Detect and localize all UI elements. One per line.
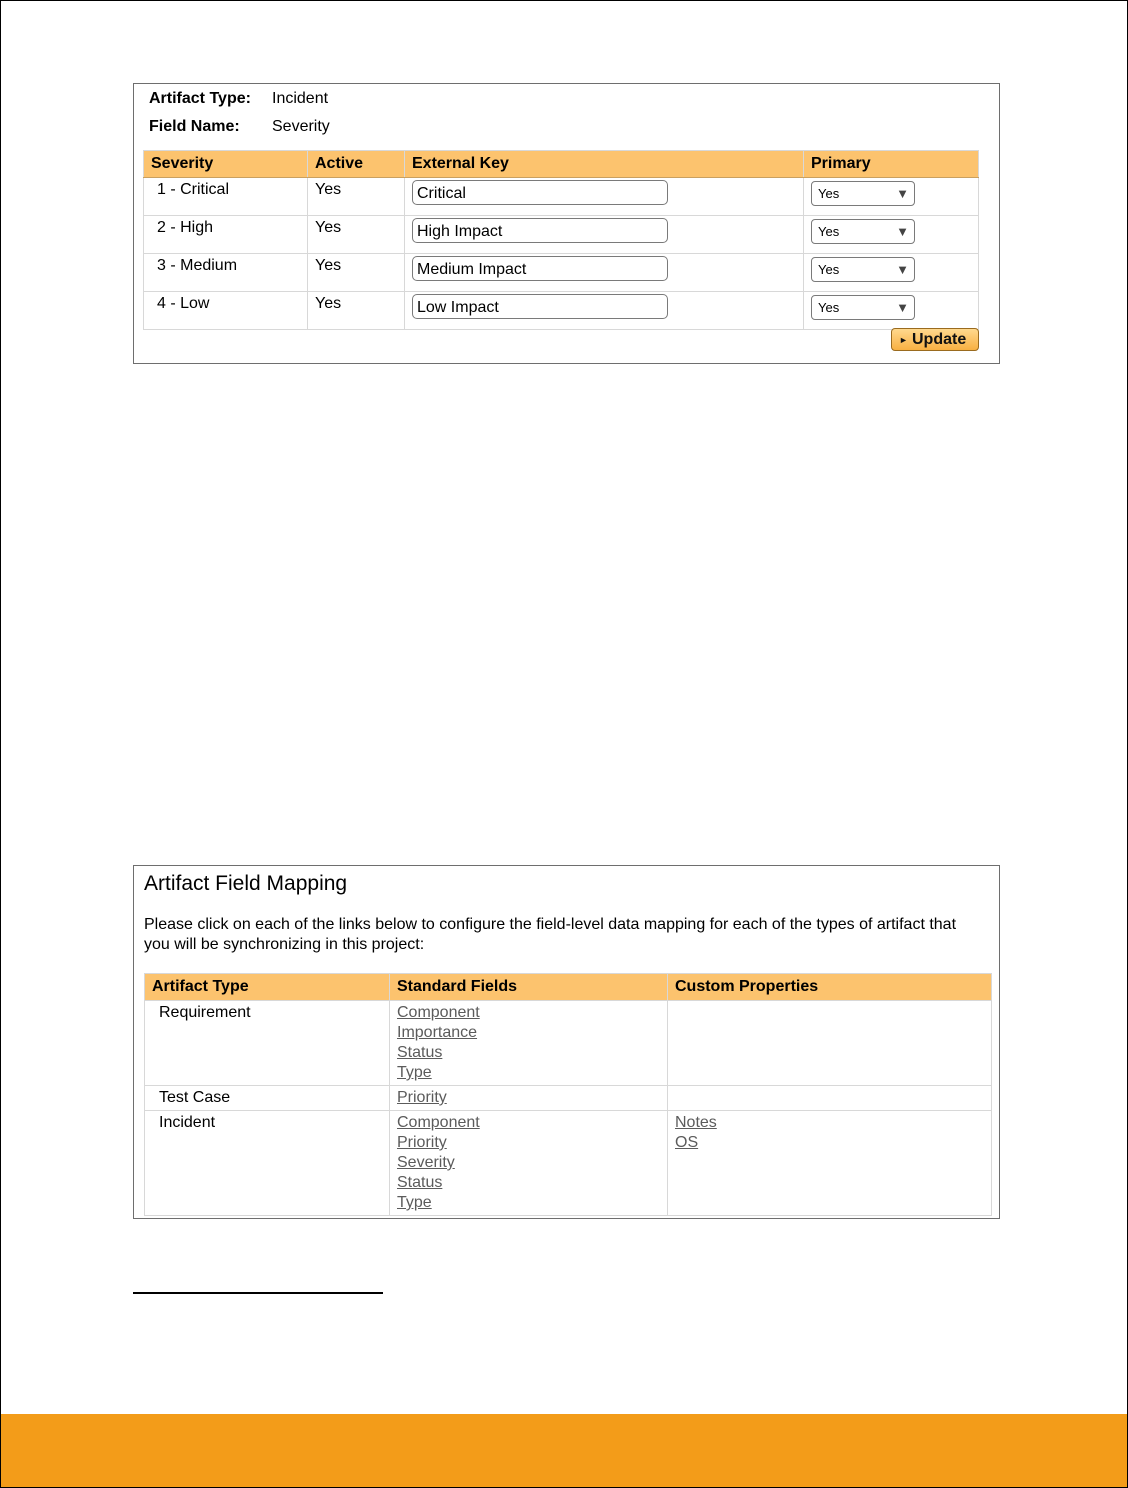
table-row bbox=[145, 1001, 992, 1086]
active-cell: Yes bbox=[308, 216, 405, 254]
external-key-cell bbox=[405, 216, 804, 254]
field-link[interactable]: Importance bbox=[397, 1024, 478, 1041]
artifact-field-mapping-panel bbox=[133, 865, 1000, 1219]
primary-select-value: Yes bbox=[818, 262, 840, 277]
field-name-value: Severity bbox=[272, 118, 330, 135]
table-row bbox=[144, 216, 979, 254]
field-link[interactable]: Severity bbox=[397, 1154, 455, 1171]
artifact-type-label: Artifact Type: bbox=[149, 90, 251, 107]
external-key-input[interactable]: High Impact bbox=[412, 218, 668, 243]
col-severity: Severity bbox=[144, 151, 308, 178]
standard-fields-cell bbox=[390, 1111, 668, 1216]
field-link[interactable]: Type bbox=[397, 1064, 432, 1081]
dropdown-arrow-icon: ▼ bbox=[896, 186, 909, 201]
table-row bbox=[144, 254, 979, 292]
dropdown-arrow-icon: ▼ bbox=[896, 262, 909, 277]
col-active: Active bbox=[308, 151, 405, 178]
external-key-cell bbox=[405, 292, 804, 330]
artifact-type-row bbox=[149, 90, 328, 108]
mapping-table bbox=[144, 973, 992, 1216]
custom-properties-cell bbox=[668, 1001, 992, 1086]
update-button-label: Update bbox=[912, 331, 967, 348]
severity-cell: 4 - Low bbox=[144, 292, 308, 330]
standard-fields-cell bbox=[390, 1001, 668, 1086]
play-arrow-icon: ► bbox=[899, 335, 908, 345]
primary-select[interactable] bbox=[811, 257, 915, 282]
primary-select[interactable] bbox=[811, 219, 915, 244]
severity-table-header bbox=[144, 151, 979, 178]
primary-select[interactable] bbox=[811, 181, 915, 206]
artifact-cell: Incident bbox=[145, 1111, 390, 1216]
update-button[interactable] bbox=[891, 328, 979, 351]
primary-cell bbox=[804, 178, 979, 216]
primary-cell bbox=[804, 292, 979, 330]
primary-select-value: Yes bbox=[818, 186, 840, 201]
custom-properties-cell bbox=[668, 1086, 992, 1111]
custom-property-link[interactable]: OS bbox=[675, 1134, 699, 1151]
field-link[interactable]: Component bbox=[397, 1114, 480, 1131]
severity-cell: 1 - Critical bbox=[144, 178, 308, 216]
custom-properties-cell bbox=[668, 1111, 992, 1216]
dropdown-arrow-icon: ▼ bbox=[896, 224, 909, 239]
artifact-cell: Test Case bbox=[145, 1086, 390, 1111]
mapping-table-header bbox=[145, 974, 992, 1001]
table-row bbox=[145, 1086, 992, 1111]
primary-cell bbox=[804, 254, 979, 292]
primary-select-value: Yes bbox=[818, 224, 840, 239]
standard-fields-cell bbox=[390, 1086, 668, 1111]
external-key-input[interactable]: Critical bbox=[412, 180, 668, 205]
external-key-input[interactable]: Low Impact bbox=[412, 294, 668, 319]
field-name-label: Field Name: bbox=[149, 118, 240, 135]
col-primary: Primary bbox=[804, 151, 979, 178]
field-link[interactable]: Status bbox=[397, 1174, 443, 1191]
field-link[interactable]: Status bbox=[397, 1044, 443, 1061]
table-row bbox=[144, 292, 979, 330]
panel-title: Artifact Field Mapping bbox=[144, 872, 348, 895]
external-key-cell bbox=[405, 254, 804, 292]
primary-cell bbox=[804, 216, 979, 254]
table-row bbox=[144, 178, 979, 216]
severity-table bbox=[143, 150, 979, 330]
field-link[interactable]: Type bbox=[397, 1194, 432, 1211]
external-key-cell bbox=[405, 178, 804, 216]
severity-cell: 3 - Medium bbox=[144, 254, 308, 292]
col-standard-fields: Standard Fields bbox=[390, 974, 668, 1001]
severity-cell: 2 - High bbox=[144, 216, 308, 254]
artifact-cell: Requirement bbox=[145, 1001, 390, 1086]
field-link[interactable]: Component bbox=[397, 1004, 480, 1021]
footnote-separator bbox=[133, 1292, 383, 1294]
primary-select-value: Yes bbox=[818, 300, 840, 315]
panel-description: Please click on each of the links below to configure the field-level data mapping for each of the types of artifact that you will be synchronizing in this project: bbox=[144, 916, 957, 953]
table-row bbox=[145, 1111, 992, 1216]
active-cell: Yes bbox=[308, 292, 405, 330]
footer-bar bbox=[1, 1414, 1127, 1487]
active-cell: Yes bbox=[308, 178, 405, 216]
col-external-key: External Key bbox=[405, 151, 804, 178]
field-link[interactable]: Priority bbox=[397, 1134, 447, 1151]
col-artifact-type: Artifact Type bbox=[145, 974, 390, 1001]
external-key-input[interactable]: Medium Impact bbox=[412, 256, 668, 281]
field-link[interactable]: Priority bbox=[397, 1089, 447, 1106]
col-custom-properties: Custom Properties bbox=[668, 974, 992, 1001]
dropdown-arrow-icon: ▼ bbox=[896, 300, 909, 315]
artifact-type-value: Incident bbox=[272, 90, 329, 107]
field-name-row bbox=[149, 118, 330, 136]
primary-select[interactable] bbox=[811, 295, 915, 320]
severity-mapping-panel bbox=[133, 83, 1000, 364]
active-cell: Yes bbox=[308, 254, 405, 292]
custom-property-link[interactable]: Notes bbox=[675, 1114, 717, 1131]
